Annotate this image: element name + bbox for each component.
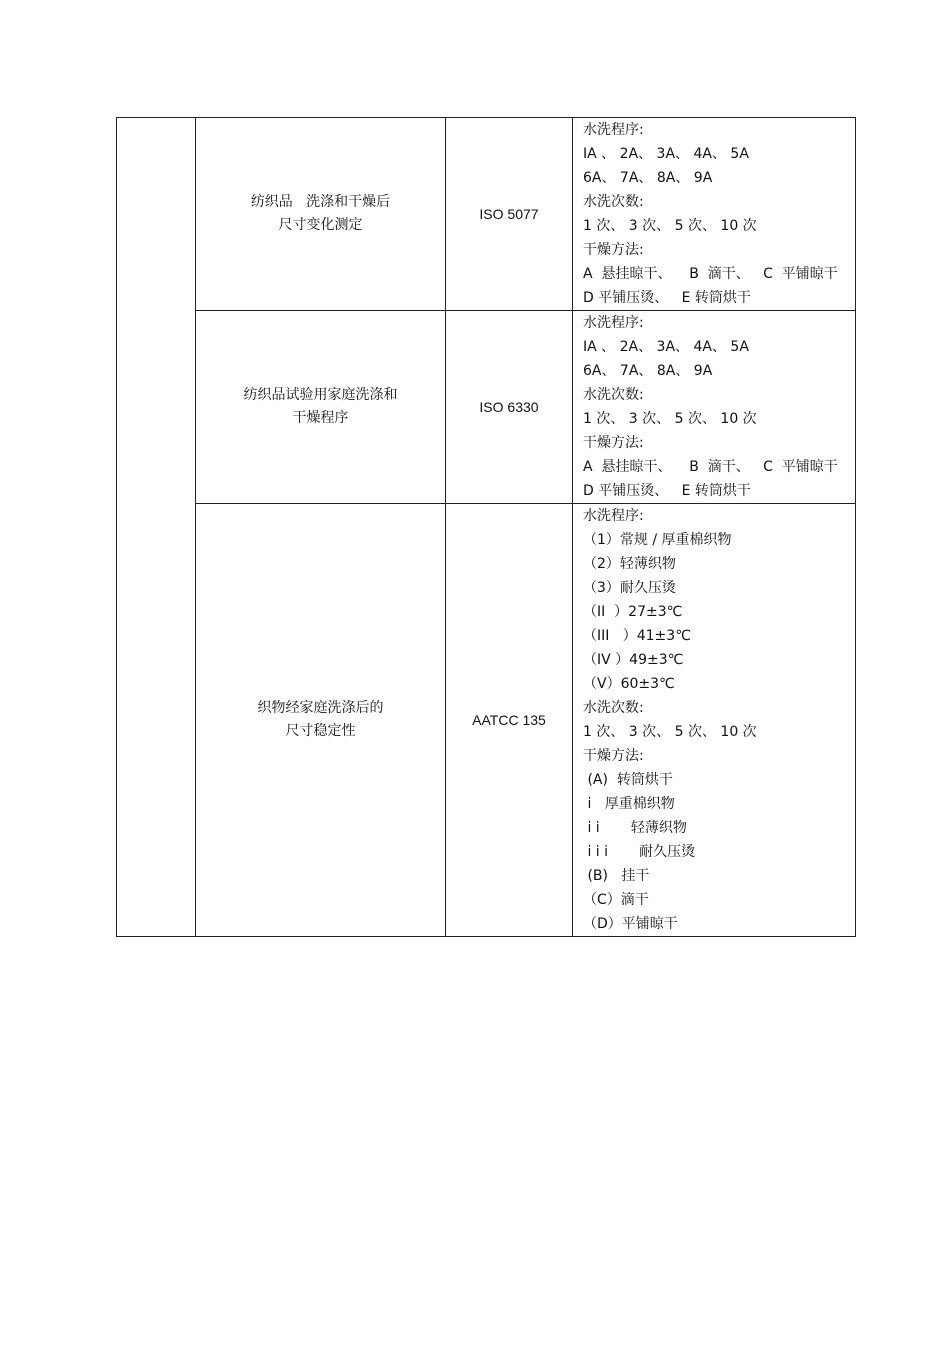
test-parameters-cell (573, 504, 856, 937)
test-name-line: 织物经家庭洗涤后的 (257, 700, 384, 716)
param-line: D 平铺压烫、 E 转筒烘干 (583, 290, 751, 306)
standard-code: AATCC 135 (446, 504, 573, 937)
param-line: 干燥方法: (583, 748, 644, 764)
test-name-cell (196, 311, 446, 504)
test-parameters-cell (573, 311, 856, 504)
category-cell (117, 118, 196, 937)
test-name-line: 尺寸变化测定 (278, 217, 363, 233)
standard-code: ISO 6330 (446, 311, 573, 504)
param-line: i i 轻薄织物 (583, 820, 687, 836)
test-name-line: 干燥程序 (292, 410, 349, 426)
table-row (117, 118, 856, 311)
standard-code: ISO 5077 (446, 118, 573, 311)
param-line: 6A、 7A、 8A、 9A (583, 363, 713, 379)
test-name-line: 纺织品 洗涤和干燥后 (250, 194, 391, 210)
test-standards-table (116, 117, 856, 937)
test-name-cell (196, 118, 446, 311)
param-line: IA 、 2A、 3A、 4A、 5A (583, 339, 749, 355)
param-line: 干燥方法: (583, 435, 644, 451)
param-line: 水洗程序: (583, 315, 644, 331)
param-line: 水洗次数: (583, 387, 644, 403)
param-line: A 悬挂晾干、 B 滴干、 C 平铺晾干 (583, 266, 838, 282)
param-line: （C）滴干 (583, 892, 649, 908)
param-line: （II ）27±3℃ (583, 604, 683, 620)
param-line: i 厚重棉织物 (583, 796, 675, 812)
param-line: （2）轻薄织物 (583, 556, 676, 572)
test-parameters-cell (573, 118, 856, 311)
param-line: 水洗程序: (583, 508, 644, 524)
param-line: A 悬挂晾干、 B 滴干、 C 平铺晾干 (583, 459, 838, 475)
param-line: （3）耐久压烫 (583, 580, 676, 596)
test-name-line: 纺织品试验用家庭洗涤和 (243, 387, 398, 403)
param-line: 1 次、 3 次、 5 次、 10 次 (583, 218, 757, 234)
param-line: 水洗次数: (583, 700, 644, 716)
param-line: （V）60±3℃ (583, 676, 675, 692)
table-row (117, 504, 856, 937)
param-line: (B) 挂干 (583, 868, 650, 884)
table-row (117, 311, 856, 504)
param-line: 干燥方法: (583, 242, 644, 258)
param-line: 1 次、 3 次、 5 次、 10 次 (583, 724, 757, 740)
param-line: 水洗次数: (583, 194, 644, 210)
param-line: 6A、 7A、 8A、 9A (583, 170, 713, 186)
param-line: 水洗程序: (583, 122, 644, 138)
param-line: （III ）41±3℃ (583, 628, 691, 644)
param-line: (A) 转筒烘干 (583, 772, 673, 788)
param-line: 1 次、 3 次、 5 次、 10 次 (583, 411, 757, 427)
test-name-cell (196, 504, 446, 937)
test-name-line: 尺寸稳定性 (285, 723, 356, 739)
param-line: i i i 耐久压烫 (583, 844, 696, 860)
param-line: IA 、 2A、 3A、 4A、 5A (583, 146, 749, 162)
param-line: （IV ）49±3℃ (583, 652, 684, 668)
param-line: （1）常规 / 厚重棉织物 (583, 532, 732, 548)
param-line: （D）平铺晾干 (583, 916, 678, 932)
param-line: D 平铺压烫、 E 转筒烘干 (583, 483, 751, 499)
